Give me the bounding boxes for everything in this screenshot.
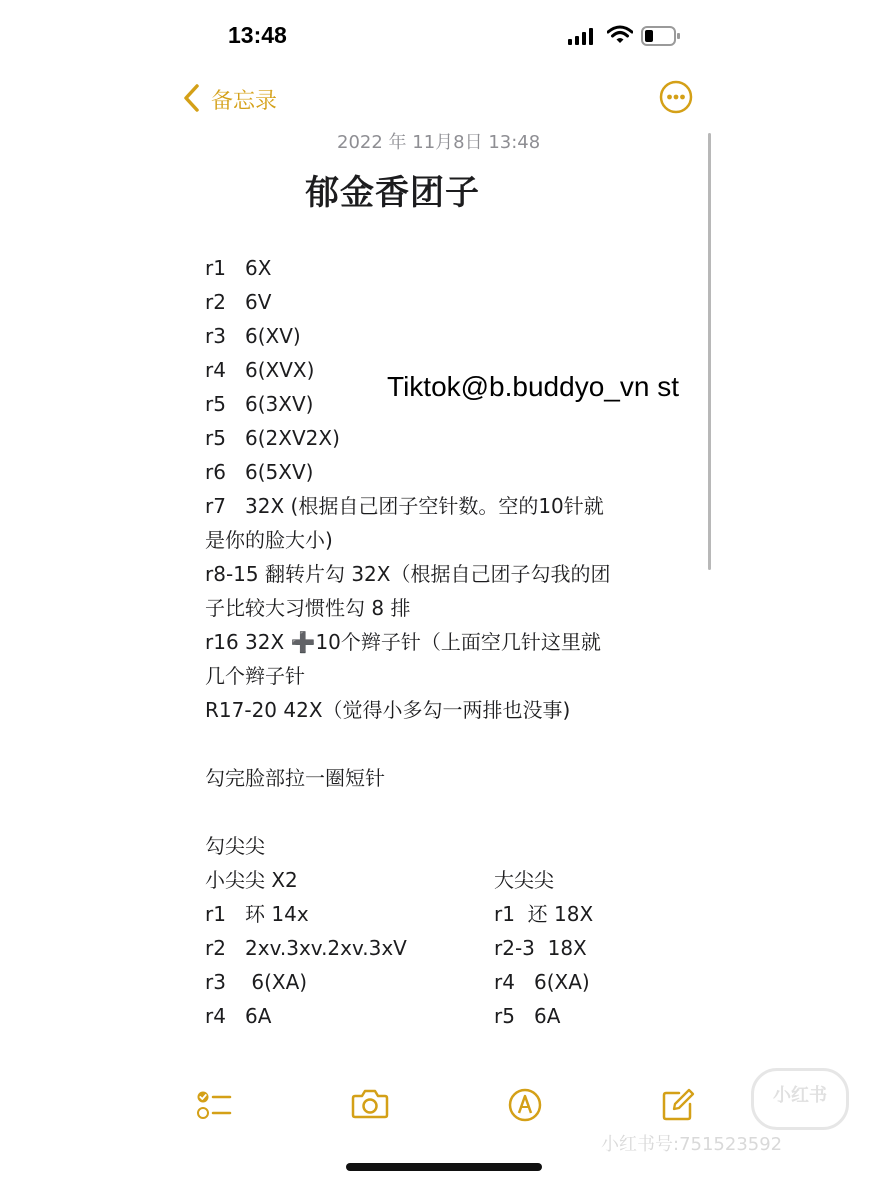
compose-icon[interactable] [661, 1088, 695, 1122]
status-time: 13:48 [228, 22, 287, 48]
camera-icon[interactable] [351, 1088, 389, 1120]
note-line[interactable]: 是你的脸大小) [205, 528, 333, 552]
big-tip-row[interactable]: r5 6A [494, 1004, 561, 1028]
big-tip-row[interactable]: r2-3 18X [494, 936, 587, 960]
note-line[interactable]: R17-20 42X（觉得小多勾一两排也没事) [205, 698, 571, 722]
note-line[interactable]: r16 32X ➕10个辫子针（上面空几针这里就 [205, 630, 601, 654]
back-button[interactable]: 备忘录 [211, 89, 278, 114]
note-line[interactable]: r7 32X (根据自己团子空针数。空的10针就 [205, 494, 604, 518]
scroll-indicator[interactable] [708, 133, 711, 570]
wifi-icon [607, 25, 633, 45]
small-tip-row[interactable]: r2 2xv.3xv.2xv.3xV [205, 936, 407, 960]
markup-pen-icon[interactable] [508, 1088, 542, 1122]
note-line[interactable]: r2 6V [205, 290, 272, 314]
note-line[interactable]: 几个辫子针 [205, 664, 305, 688]
big-tip-row[interactable]: r1 还 18X [494, 902, 594, 926]
small-tip-row[interactable]: r3 6(XA) [205, 970, 308, 994]
tiktok-watermark: Tiktok@b.buddyo_vn st [387, 371, 679, 402]
note-line[interactable]: 子比较大习惯性勾 8 排 [205, 596, 411, 620]
small-tip-row[interactable]: r4 6A [205, 1004, 272, 1028]
corner-logo-watermark: 小红书 [751, 1068, 849, 1130]
corner-id-watermark: 小红书号:751523592 [601, 1134, 783, 1155]
battery-icon [641, 26, 681, 46]
note-date: 2022 年 11月8日 13:48 [337, 132, 541, 153]
note-line[interactable]: 勾尖尖 [205, 834, 265, 858]
note-line[interactable]: 勾完脸部拉一圈短针 [205, 766, 385, 790]
cellular-signal-icon [568, 27, 594, 45]
small-tip-row[interactable]: r1 环 14x [205, 902, 309, 926]
note-line[interactable]: r8-15 翻转片勾 32X（根据自己团子勾我的团 [205, 562, 611, 586]
note-title[interactable]: 郁金香团子 [305, 173, 480, 213]
note-line[interactable]: r6 6(5XV) [205, 460, 314, 484]
note-line[interactable]: r4 6(XVX) [205, 358, 315, 382]
note-line[interactable]: r5 6(2XV2X) [205, 426, 340, 450]
more-options-icon[interactable] [659, 80, 693, 114]
note-line[interactable]: r3 6(XV) [205, 324, 301, 348]
home-indicator[interactable] [346, 1163, 542, 1171]
big-tip-heading[interactable]: 大尖尖 [494, 868, 554, 892]
checklist-icon[interactable] [196, 1088, 232, 1122]
big-tip-row[interactable]: r4 6(XA) [494, 970, 590, 994]
small-tip-heading[interactable]: 小尖尖 X2 [205, 868, 298, 892]
note-line[interactable]: r1 6X [205, 256, 272, 280]
back-chevron-icon[interactable] [183, 83, 201, 113]
note-line[interactable]: r5 6(3XV) [205, 392, 314, 416]
